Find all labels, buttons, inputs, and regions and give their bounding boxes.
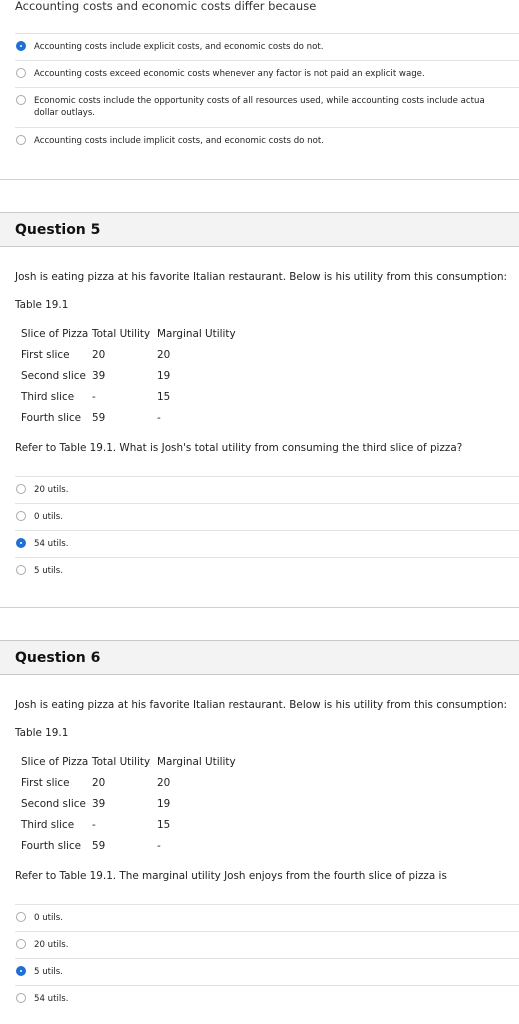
radio-icon[interactable] — [16, 912, 26, 922]
table-label: Table 19.1 — [15, 727, 69, 739]
radio-icon[interactable] — [16, 565, 26, 575]
answer-option[interactable]: 20 utils. — [15, 931, 519, 958]
answer-option[interactable]: 54 utils. — [15, 985, 519, 1012]
question-5-intro: Josh is eating pizza at his favorite Italian restaurant. Below is his utility from this consumption: — [15, 271, 508, 283]
question-4-text: Accounting costs and economic costs differ because — [15, 0, 317, 13]
radio-icon[interactable] — [16, 68, 26, 78]
question-5-prompt: Refer to Table 19.1. What is Josh's total utility from consuming the third slice of pizza? — [15, 442, 463, 454]
answer-option[interactable]: 5 utils. — [15, 557, 519, 584]
question-6-title: Question 6 — [15, 650, 101, 666]
table-label: Table 19.1 — [15, 299, 69, 311]
answer-option[interactable]: Accounting costs include implicit costs, and economic costs do not. — [15, 127, 519, 154]
radio-icon[interactable] — [16, 939, 26, 949]
question-6-options — [15, 904, 519, 1012]
radio-selected-icon[interactable] — [16, 538, 26, 548]
answer-option[interactable]: 20 utils. — [15, 476, 519, 503]
radio-selected-icon[interactable] — [16, 41, 26, 51]
question-5-options — [15, 476, 519, 584]
section-divider — [0, 607, 519, 608]
question-6-prompt: Refer to Table 19.1. The marginal utility Josh enjoys from the fourth slice of pizza is — [15, 870, 447, 882]
radio-icon[interactable] — [16, 135, 26, 145]
radio-selected-icon[interactable] — [16, 966, 26, 976]
question-4-options — [15, 33, 519, 154]
radio-icon[interactable] — [16, 484, 26, 494]
radio-icon[interactable] — [16, 95, 26, 105]
answer-option[interactable]: 0 utils. — [15, 904, 519, 931]
answer-option[interactable]: Economic costs include the opportunity costs of all resources used, while accounting costs include actua dollar outlays. — [15, 87, 519, 127]
question-5-title: Question 5 — [15, 222, 101, 238]
radio-icon[interactable] — [16, 993, 26, 1003]
question-6-intro: Josh is eating pizza at his favorite Italian restaurant. Below is his utility from this consumption: — [15, 699, 508, 711]
answer-option[interactable]: Accounting costs include explicit costs, and economic costs do not. — [15, 33, 519, 60]
answer-option[interactable]: 54 utils. — [15, 530, 519, 557]
answer-option[interactable]: 5 utils. — [15, 958, 519, 985]
section-divider — [0, 179, 519, 180]
radio-icon[interactable] — [16, 511, 26, 521]
question-5-header — [0, 212, 519, 247]
answer-option[interactable]: Accounting costs exceed economic costs whenever any factor is not paid an explicit wage. — [15, 60, 519, 87]
question-6-header — [0, 640, 519, 675]
answer-option[interactable]: 0 utils. — [15, 503, 519, 530]
